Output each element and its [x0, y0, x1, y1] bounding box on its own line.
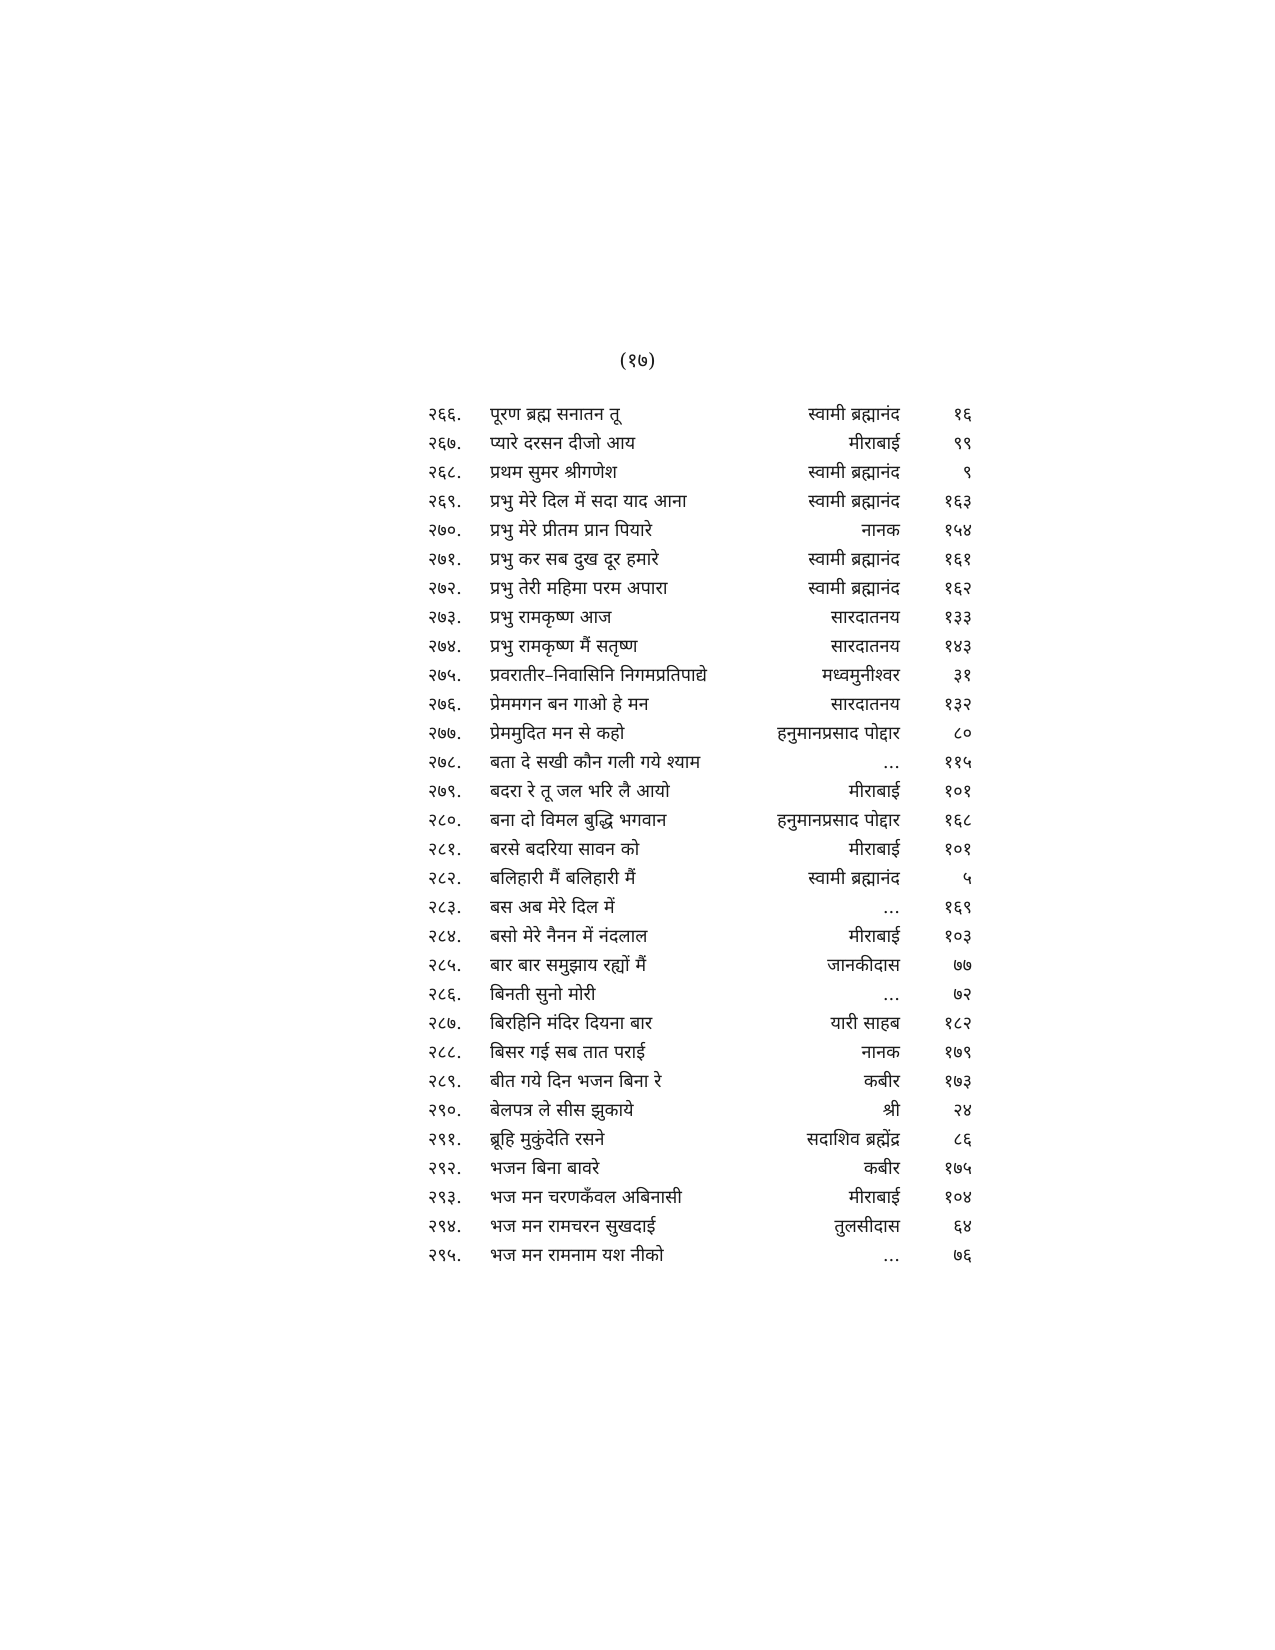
index-entry: [400, 1154, 975, 1183]
entry-author: कबीर: [863, 1071, 900, 1092]
entry-author: सारदातनय: [830, 694, 900, 715]
entry-page-number: १७३: [943, 1071, 972, 1092]
entry-page-number: १७९: [943, 1042, 972, 1063]
entry-title: प्रभु रामकृष्ण मैं सतृष्ण: [490, 636, 638, 657]
index-entry: [400, 806, 975, 835]
entry-page-number: ८६: [953, 1129, 972, 1150]
entry-page-number: ७२: [953, 984, 972, 1005]
entry-title: बसो मेरे नैनन में नंदलाल: [490, 926, 648, 947]
index-entry: [400, 516, 975, 545]
entry-page-number: १६३: [943, 491, 972, 512]
index-entry: [400, 429, 975, 458]
entry-author: स्वामी ब्रह्मानंद: [808, 549, 900, 570]
entry-title: बना दो विमल बुद्धि भगवान: [490, 810, 667, 831]
entry-author: सदाशिव ब्रह्मेंद्र: [806, 1129, 900, 1150]
entry-number: २८६.: [428, 984, 462, 1005]
entry-author: स्वामी ब्रह्मानंद: [808, 578, 900, 599]
entry-title: ब्रूहि मुकुंदेति रसने: [490, 1129, 605, 1150]
entry-number: २७९.: [428, 781, 462, 802]
entry-number: २७८.: [428, 752, 462, 773]
entry-title: भजन बिना बावरे: [490, 1158, 600, 1179]
entry-number: २८४.: [428, 926, 462, 947]
entry-page-number: १०१: [943, 839, 972, 860]
entry-author: यारी साहब: [830, 1013, 900, 1034]
entry-number: २९१.: [428, 1129, 462, 1150]
entry-number: २७७.: [428, 723, 462, 744]
entry-number: २७६.: [428, 694, 462, 715]
entry-page-number: ७७: [953, 955, 972, 976]
entry-author: मीराबाई: [848, 839, 900, 860]
entry-page-number: ८०: [953, 723, 972, 744]
entry-title: बिसर गई सब तात पराई: [490, 1042, 646, 1063]
entry-title: बेलपत्र ले सीस झुकाये: [490, 1100, 634, 1121]
index-entry: [400, 545, 975, 574]
entry-number: २८१.: [428, 839, 462, 860]
entry-number: २८८.: [428, 1042, 462, 1063]
index-entry: [400, 690, 975, 719]
entry-author: जानकीदास: [827, 955, 900, 976]
entry-number: २८५.: [428, 955, 462, 976]
entry-author: नानक: [861, 520, 900, 541]
entry-author: सारदातनय: [830, 607, 900, 628]
entry-title: प्रवरातीर–निवासिनि निगमप्रतिपाद्ये: [490, 665, 708, 686]
entry-page-number: १७५: [943, 1158, 972, 1179]
index-entry: [400, 1009, 975, 1038]
entry-page-number: ११५: [943, 752, 972, 773]
entry-page-number: १६१: [943, 549, 972, 570]
entry-page-number: १८२: [943, 1013, 972, 1034]
entry-title: बरसे बदरिया सावन को: [490, 839, 640, 860]
index-entry: [400, 1038, 975, 1067]
entry-author: मीराबाई: [848, 1187, 900, 1208]
entry-page-number: ६४: [953, 1216, 972, 1237]
entry-page-number: १६९: [943, 897, 972, 918]
entry-author: हनुमानप्रसाद पोद्दार: [777, 810, 900, 831]
entry-title: बदरा रे तू जल भरि लै आयो: [490, 781, 670, 802]
entry-title: प्रभु मेरे दिल में सदा याद आना: [490, 491, 687, 512]
index-entry: [400, 661, 975, 690]
entry-page-number: १०१: [943, 781, 972, 802]
entry-author: स्वामी ब्रह्मानंद: [808, 491, 900, 512]
entry-page-number: १४३: [943, 636, 972, 657]
entry-author: स्वामी ब्रह्मानंद: [808, 462, 900, 483]
entry-author: नानक: [861, 1042, 900, 1063]
entry-author: तुलसीदास: [834, 1216, 900, 1237]
entry-author: सारदातनय: [830, 636, 900, 657]
entry-page-number: ३१: [953, 665, 972, 686]
entry-page-number: २४: [953, 1100, 972, 1121]
entry-page-number: ९९: [953, 433, 972, 454]
entry-number: २६८.: [428, 462, 462, 483]
page-number: (१७): [619, 348, 656, 372]
entry-page-number: १६: [953, 404, 972, 425]
entry-author: ...: [882, 897, 900, 918]
index-entry: [400, 835, 975, 864]
index-entry: [400, 864, 975, 893]
index-entry: [400, 1125, 975, 1154]
index-entry: [400, 922, 975, 951]
entry-number: २६७.: [428, 433, 462, 454]
entry-number: २८०.: [428, 810, 462, 831]
entry-number: २७५.: [428, 665, 462, 686]
entry-title: भज मन चरणकँवल अबिनासी: [490, 1187, 682, 1208]
index-entry: [400, 1241, 975, 1270]
entry-number: २८२.: [428, 868, 462, 889]
entry-author: कबीर: [863, 1158, 900, 1179]
entry-title: बिरहिनि मंदिर दियना बार: [490, 1013, 653, 1034]
entry-author: श्री: [882, 1100, 900, 1121]
entry-title: बिनती सुनो मोरी: [490, 984, 596, 1005]
index-entry: [400, 777, 975, 806]
entry-number: २७०.: [428, 520, 462, 541]
index-entry: [400, 748, 975, 777]
entry-title: बीत गये दिन भजन बिना रे: [490, 1071, 662, 1092]
entry-author: मीराबाई: [848, 926, 900, 947]
entry-number: २८७.: [428, 1013, 462, 1034]
entry-number: २६६.: [428, 404, 462, 425]
entry-author: मीराबाई: [848, 433, 900, 454]
entry-title: प्रेममुदित मन से कहो: [490, 723, 625, 744]
entry-title: प्रेममगन बन गाओ हे मन: [490, 694, 649, 715]
index-entry: [400, 487, 975, 516]
entry-number: २७४.: [428, 636, 462, 657]
entry-title: बलिहारी मैं बलिहारी मैं: [490, 868, 636, 889]
entry-author: ...: [882, 984, 900, 1005]
index-entry: [400, 574, 975, 603]
entry-title: बार बार समुझाय रह्यों मैं: [490, 955, 647, 976]
bhajan-index-list: [400, 400, 975, 1270]
entry-title: प्रभु तेरी महिमा परम अपारा: [490, 578, 668, 599]
index-entry: [400, 1096, 975, 1125]
index-entry: [400, 951, 975, 980]
entry-title: प्रभु मेरे प्रीतम प्रान पियारे: [490, 520, 653, 541]
entry-number: २७१.: [428, 549, 462, 570]
entry-author: मध्वमुनीश्वर: [822, 665, 900, 686]
entry-author: मीराबाई: [848, 781, 900, 802]
entry-title: भज मन रामनाम यश नीको: [490, 1245, 664, 1266]
entry-number: २७३.: [428, 607, 462, 628]
entry-page-number: १०४: [943, 1187, 972, 1208]
entry-page-number: ५: [962, 868, 972, 889]
entry-author: ...: [882, 752, 900, 773]
entry-page-number: १५४: [943, 520, 972, 541]
entry-title: बता दे सखी कौन गली गये श्याम: [490, 752, 701, 773]
entry-number: २६९.: [428, 491, 462, 512]
entry-title: प्यारे दरसन दीजो आय: [490, 433, 636, 454]
entry-page-number: ७६: [953, 1245, 972, 1266]
entry-title: बस अब मेरे दिल में: [490, 897, 615, 918]
entry-page-number: १३२: [943, 694, 972, 715]
entry-number: २७२.: [428, 578, 462, 599]
index-entry: [400, 1212, 975, 1241]
entry-title: प्रभु रामकृष्ण आज: [490, 607, 612, 628]
entry-author: स्वामी ब्रह्मानंद: [808, 868, 900, 889]
index-entry: [400, 980, 975, 1009]
entry-page-number: १६२: [943, 578, 972, 599]
entry-title: प्रभु कर सब दुख दूर हमारे: [490, 549, 659, 570]
index-entry: [400, 603, 975, 632]
entry-number: २९०.: [428, 1100, 462, 1121]
entry-number: २८३.: [428, 897, 462, 918]
entry-page-number: १०३: [943, 926, 972, 947]
entry-page-number: १३३: [943, 607, 972, 628]
entry-title: प्रथम सुमर श्रीगणेश: [490, 462, 618, 483]
entry-author: ...: [882, 1245, 900, 1266]
entry-number: २९३.: [428, 1187, 462, 1208]
index-entry: [400, 458, 975, 487]
entry-page-number: ९: [962, 462, 972, 483]
entry-number: २९५.: [428, 1245, 462, 1266]
entry-title: भज मन रामचरन सुखदाई: [490, 1216, 656, 1237]
index-entry: [400, 400, 975, 429]
index-entry: [400, 1183, 975, 1212]
entry-title: पूरण ब्रह्म सनातन तू: [490, 404, 620, 425]
entry-number: २९४.: [428, 1216, 462, 1237]
index-entry: [400, 719, 975, 748]
entry-page-number: १६८: [943, 810, 972, 831]
entry-number: २९२.: [428, 1158, 462, 1179]
index-entry: [400, 1067, 975, 1096]
entry-number: २८९.: [428, 1071, 462, 1092]
index-entry: [400, 632, 975, 661]
entry-author: हनुमानप्रसाद पोद्दार: [777, 723, 900, 744]
index-entry: [400, 893, 975, 922]
entry-author: स्वामी ब्रह्मानंद: [808, 404, 900, 425]
